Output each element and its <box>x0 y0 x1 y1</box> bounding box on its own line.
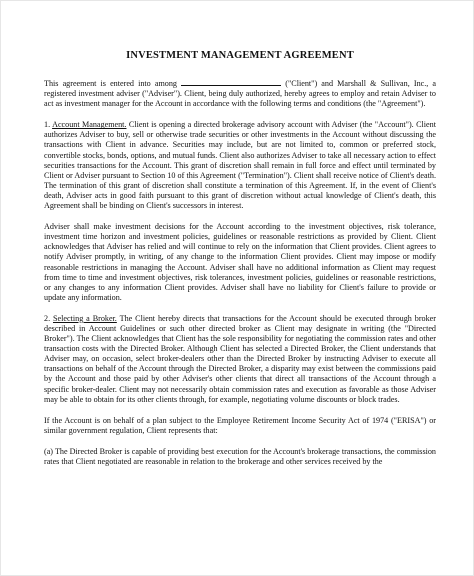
client-name-blank <box>181 78 281 86</box>
document-title: INVESTMENT MANAGEMENT AGREEMENT <box>126 50 354 61</box>
section-2-paragraph-1 <box>44 314 436 405</box>
section-1-paragraph-1 <box>44 120 436 211</box>
section-1-heading: Account Management. <box>52 120 127 130</box>
document-body <box>44 50 436 478</box>
section-1-paragraph-2: Adviser shall make investment decisions for the Account according to the investment objectives, risk tolerance, investment time horizon and investment policies, guidelines or reasonable restrictions as provided by Client. Client acknowledges that Adviser has relied and will continue to rely on the information that Client provides. Client agrees to notify Adviser promptly, in writing, of any change to the information Client provides. Client may impose or modify reasonable restrictions in managing the Account. Adviser shall have no additional information as Client may request from time to time and investment objectives, risk tolerances, investment policies, guidelines or reasonable restrictions, or any changes to any information Client provides. Adviser shall have no liability for Client's failure to provide or update any information. <box>44 222 436 302</box>
section-2-number: 2. <box>44 313 51 323</box>
intro-paragraph <box>44 78 436 109</box>
intro-text-rest: ("Client") and Marshall & Sullivan, Inc., a registered investment adviser ("Adviser"). Client, being duly authorized, hereby agrees to employ and retain Adviser to act as investment manager for the Account in accordance with the following terms and conditions (the "Agreement"). <box>44 79 437 109</box>
erisa-paragraph: If the Account is on behalf of a plan subject to the Employee Retirement Income Security Act of 1974 ("ERISA") or similar government regulation, Client represents that: <box>44 415 436 435</box>
section-1-number: 1. <box>44 120 51 130</box>
section-1-text-1: Client is opening a directed brokerage advisory account with Adviser (the "Account"). Client authorizes Adviser to buy, sell or otherwise trade securities or other investments in the Account without discussing the transactions with Client in advance. Securities may include, but are not limited to, common or preferred stock, convertible stocks, bonds, options, and mutual funds. Client also authorizes Adviser to take all necessary action to effect securities transactions for the Account. This grant of discretion shall remain in full force and effect until terminated by Client or Adviser pursuant to Section 10 of this Agreement ("Termination"). Client shall receive notice of Client's death. The termination of this grant of discretion shall constitute a termination of this Agreement. If, in the event of Client's death, Adviser acts in good faith pursuant to this grant of discretion without actual knowledge of Client's death, this Agreement shall be binding on Client's successors in interest. <box>44 120 436 211</box>
section-2-heading: Selecting a Broker. <box>53 313 117 323</box>
section-2-text-1: The Client hereby directs that transactions for the Account should be executed through broker described in Account Guidelines or such other directed broker as Client may designate in writing (the "Directed Broker"). The Client acknowledges that Client has the sole responsibility for negotiating the commission rates and other transaction costs with the Directed Broker. Although Client has selected a Directed Broker, the Client understands that Adviser may, on occasion, select broker-dealers other than the Directed Broker by instructing Adviser to execute all transactions on behalf of the Account through the Directed Broker, a disparity may exist between the commissions paid by the Account and those paid by other Adviser's other clients that direct all transactions of the Account through a specific broker-dealer. Client may not necessarily obtain commission rates and execution as favorable as those Adviser may be able to obtain for its other clients through, for example, negotiating volume discounts or block trades. <box>44 313 436 404</box>
intro-text-lead: This agreement is entered into among <box>44 79 177 88</box>
erisa-item-a: (a) The Directed Broker is capable of providing best execution for the Account's brokerage transactions, the commission rates that Client negotiated are reasonable in relation to the brokerage and other services received by the <box>44 446 436 466</box>
